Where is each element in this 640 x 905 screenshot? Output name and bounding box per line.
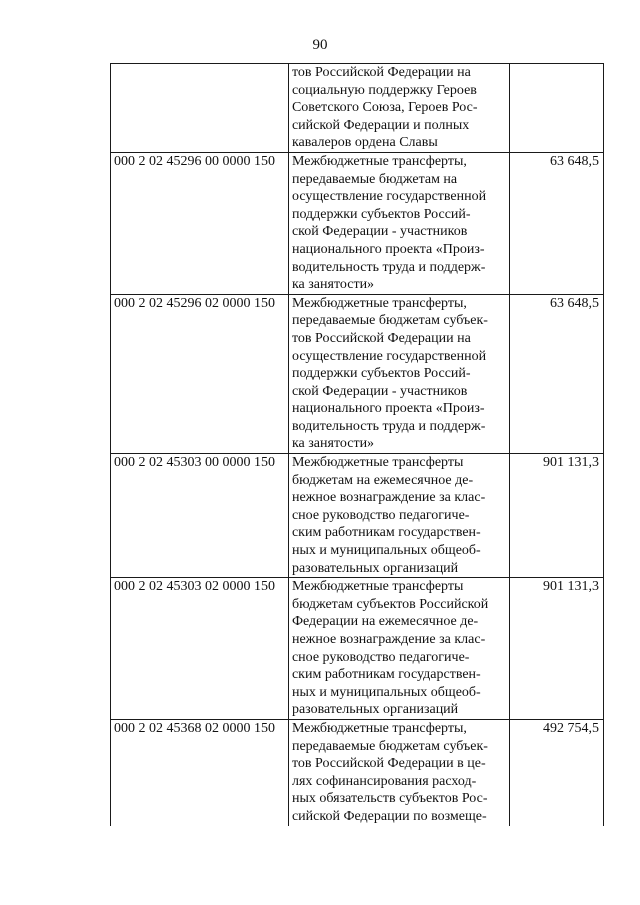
table-row [111, 719, 604, 825]
description-cell: тов Российской Федерации на социальную поддержку Героев Советского Союза, Героев Рос- сийской Федерации и полных кавалеров ордена Славы [288, 64, 509, 153]
table-row [111, 454, 604, 578]
table-row [111, 152, 604, 294]
amount-cell: 901 131,3 [509, 454, 603, 578]
page-number: 90 [312, 37, 328, 53]
budget-code-cell: 000 2 02 45303 02 0000 150 [111, 578, 289, 720]
budget-code-cell: 000 2 02 45296 02 0000 150 [111, 294, 289, 453]
amount-cell [509, 64, 603, 153]
description-cell: Межбюджетные трансферты бюджетам субъектов Российской Федерации на ежемесячное де- нежное вознаграждение за клас- сное руководство педагогиче- ским работникам государствен- ных и муниципальных общеоб- разовательных организаций [288, 578, 509, 720]
description-cell: Межбюджетные трансферты, передаваемые бюджетам на осуществление государственной поддержки субъектов Россий- ской Федерации - участников национального проекта «Произ- водительность труда и поддерж- ка занятости» [288, 152, 509, 294]
table-row [111, 578, 604, 720]
budget-code-cell: 000 2 02 45368 02 0000 150 [111, 719, 289, 825]
description-cell: Межбюджетные трансферты, передаваемые бюджетам субъек- тов Российской Федерации в це- лях софинансирования расход- ных обязательств субъектов Рос- сийской Федерации по возмеще- [288, 719, 509, 825]
amount-cell: 63 648,5 [509, 152, 603, 294]
budget-code-cell [111, 64, 289, 153]
budget-table [110, 63, 604, 826]
budget-code-cell: 000 2 02 45303 00 0000 150 [111, 454, 289, 578]
amount-cell: 63 648,5 [509, 294, 603, 453]
description-cell: Межбюджетные трансферты бюджетам на ежемесячное де- нежное вознаграждение за клас- сное руководство педагогиче- ским работникам государствен- ных и муниципальных общеоб- разовательных организаций [288, 454, 509, 578]
description-cell: Межбюджетные трансферты, передаваемые бюджетам субъек- тов Российской Федерации на осуществление государственной поддержки субъектов Россий- ской Федерации - участников национального проекта «Произ- водительность труда и поддерж- ка занятости» [288, 294, 509, 453]
amount-cell: 492 754,5 [509, 719, 603, 825]
table-row [111, 294, 604, 453]
table-row [111, 64, 604, 153]
amount-cell: 901 131,3 [509, 578, 603, 720]
budget-code-cell: 000 2 02 45296 00 0000 150 [111, 152, 289, 294]
